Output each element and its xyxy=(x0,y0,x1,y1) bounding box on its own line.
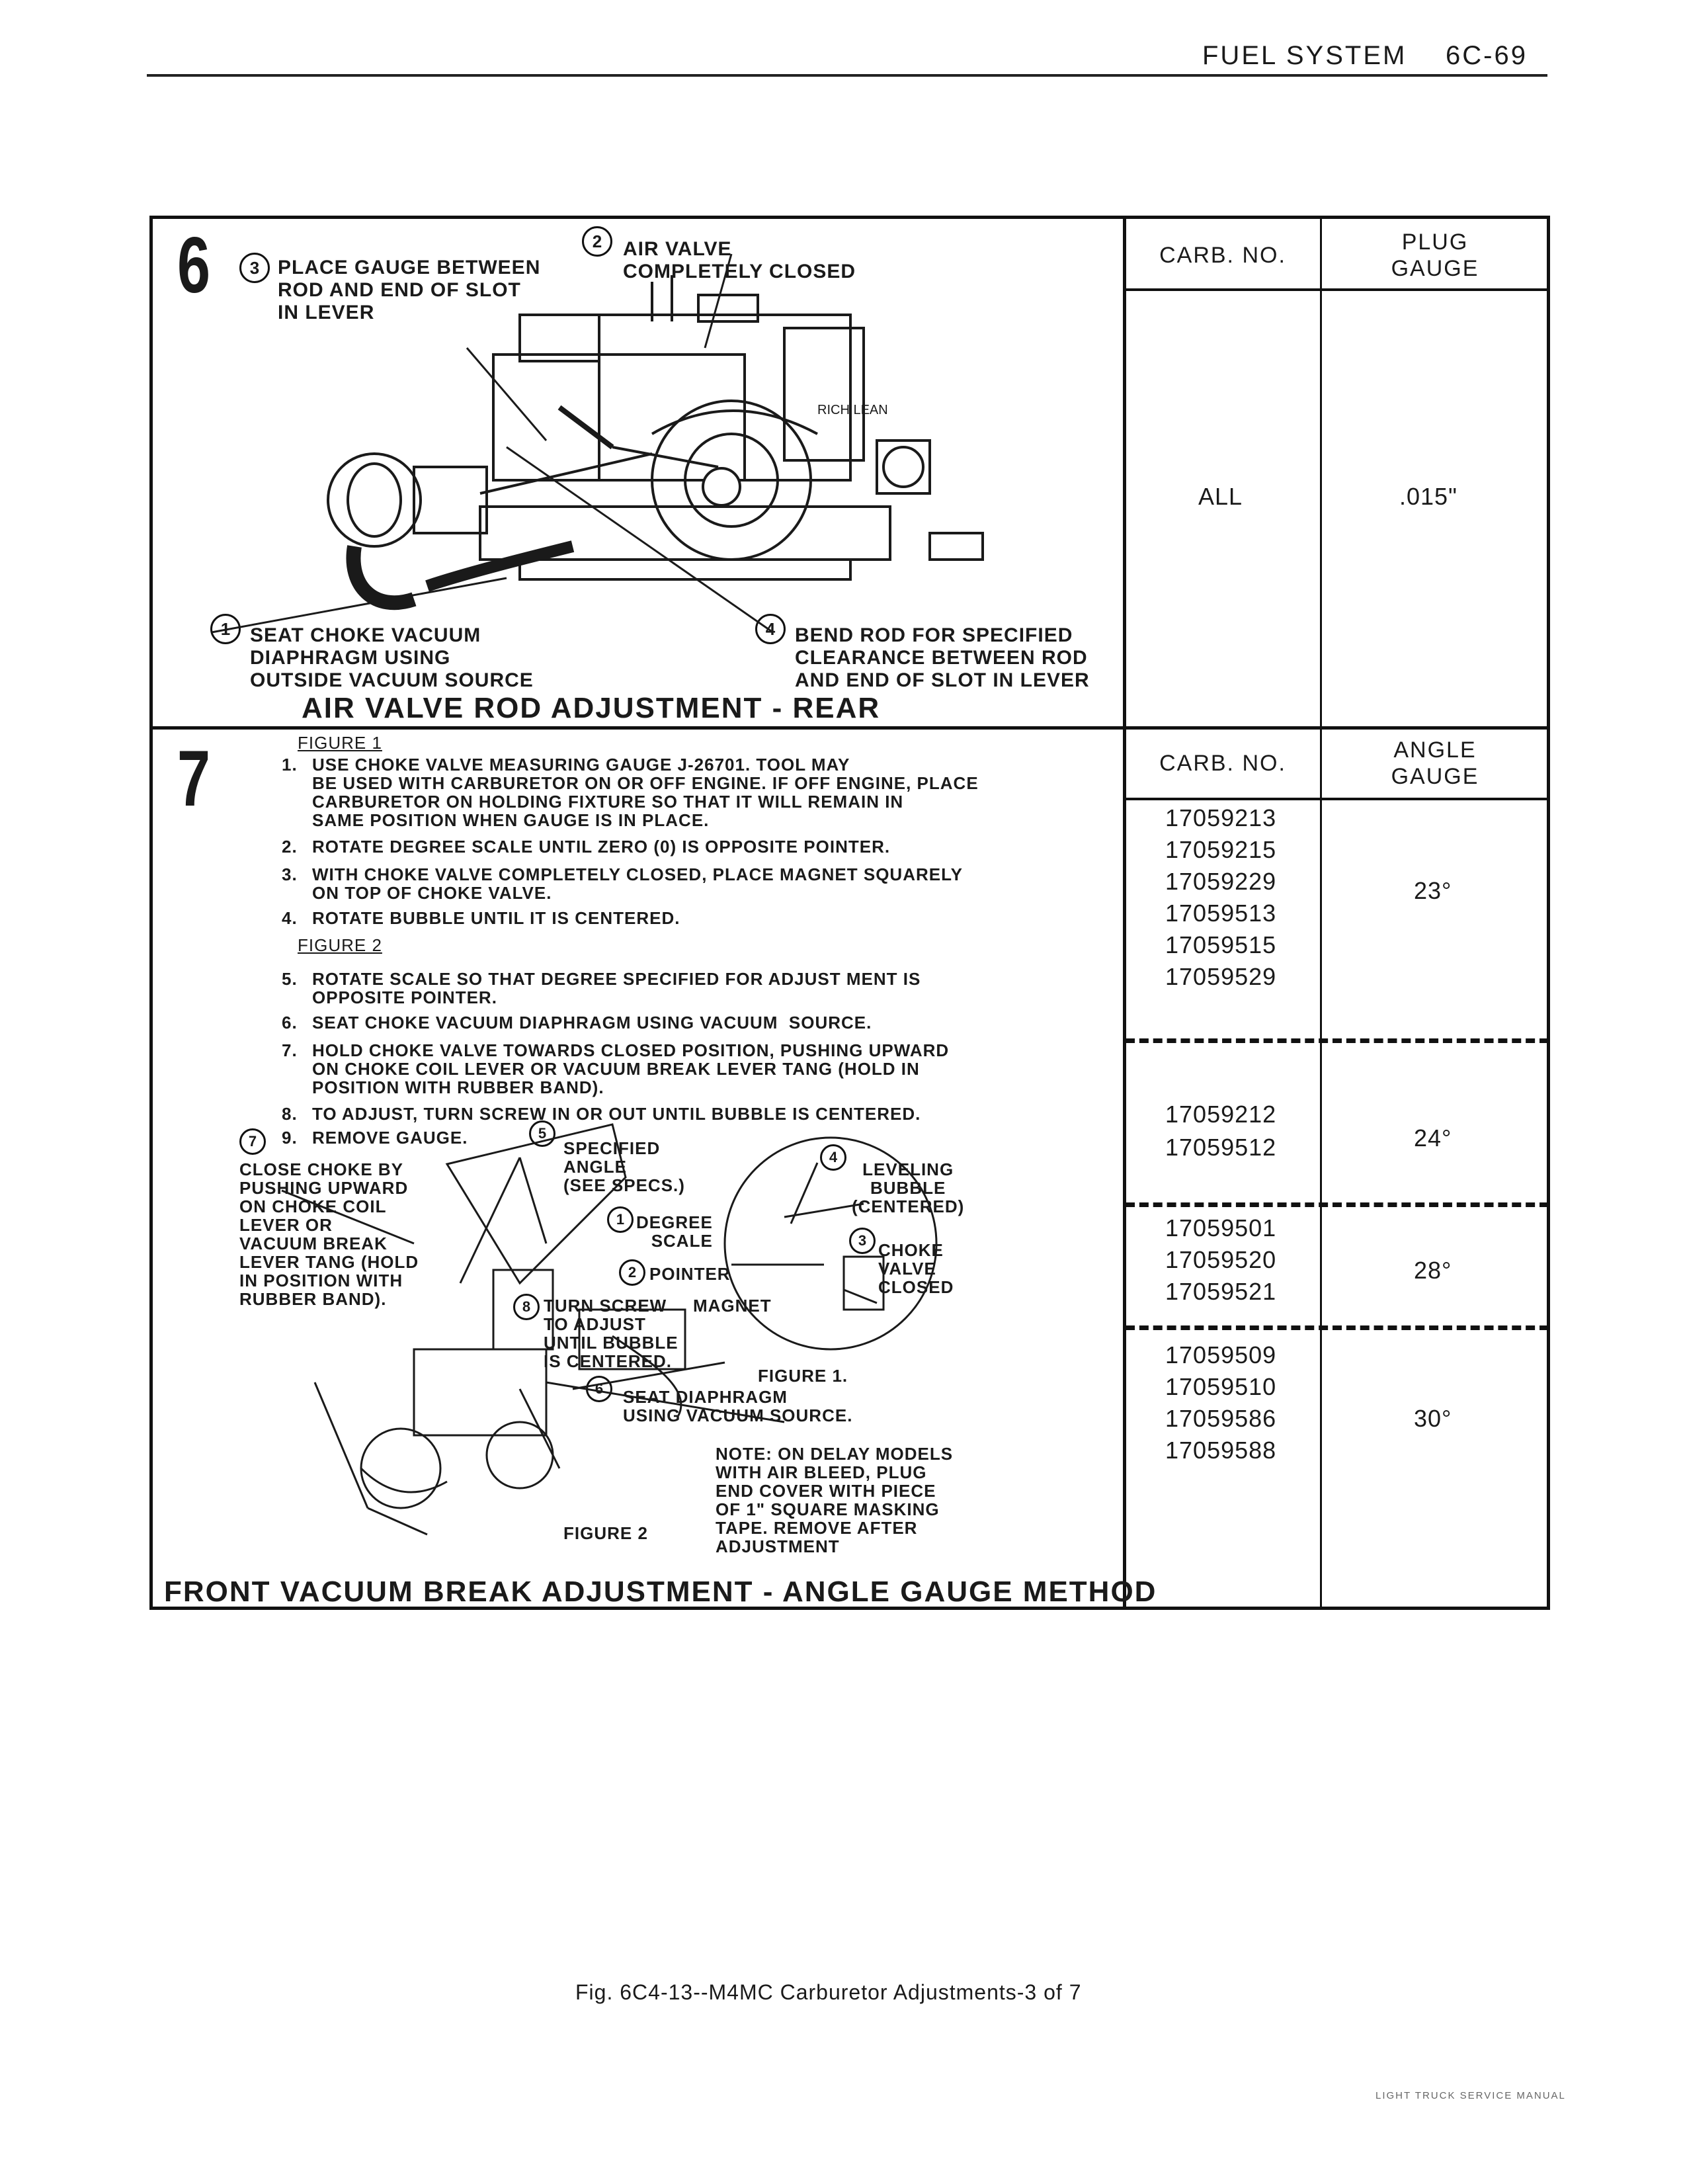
header-rule xyxy=(147,74,1547,77)
step-3-num: 3. xyxy=(282,864,298,884)
group-divider xyxy=(1126,1325,1549,1330)
step-4-num: 4. xyxy=(282,908,298,928)
carb-17059215: 17059215 xyxy=(1165,836,1277,863)
step-1-num: 1. xyxy=(282,755,298,775)
callout-1-text: SEAT CHOKE VACUUM DIAPHRAGM USING OUTSIDE VACUUM SOURCE xyxy=(250,624,534,691)
carb-17059521: 17059521 xyxy=(1165,1278,1277,1305)
table7-header-rule xyxy=(1123,798,1550,800)
callout-6-text: SEAT DIAPHRAGM USING VACUUM SOURCE. xyxy=(623,1387,853,1425)
angle-28: 28° xyxy=(1414,1257,1452,1284)
callout-3b-text: CHOKE VALVE CLOSED xyxy=(878,1240,954,1297)
table6-carb-all: ALL xyxy=(1198,483,1243,510)
callout-5: 5 xyxy=(529,1120,555,1147)
callout-1b: 1 xyxy=(607,1206,634,1233)
figure1-caption: FIGURE 1. xyxy=(758,1366,848,1386)
figure1-label: FIGURE 1 xyxy=(298,733,382,753)
callout-2-text: AIR VALVE COMPLETELY CLOSED xyxy=(623,238,856,282)
rich-lean-label: RICH LEAN xyxy=(817,403,888,417)
callout-4-text: BEND ROD FOR SPECIFIED CLEARANCE BETWEEN ROD AND END OF SLOT IN LEVER xyxy=(795,624,1090,691)
callout-4b-text: LEVELING BUBBLE (CENTERED) xyxy=(852,1159,965,1216)
carb-17059513: 17059513 xyxy=(1165,900,1277,927)
step-2-num: 2. xyxy=(282,837,298,857)
carb-17059509: 17059509 xyxy=(1165,1341,1277,1368)
figure2-label: FIGURE 2 xyxy=(298,935,382,955)
angle-gauge-illustration xyxy=(149,1111,1123,1568)
table6-header-rule xyxy=(1123,288,1550,291)
air-bleed-note: NOTE: ON DELAY MODELS WITH AIR BLEED, PLUG END COVER WITH PIECE OF 1" SQUARE MASKING TAPE. REMOVE AFTER ADJUSTMENT xyxy=(716,1444,954,1556)
carb-17059512: 17059512 xyxy=(1165,1134,1277,1161)
section-title: FUEL SYSTEM xyxy=(1202,41,1407,70)
panel7-title: FRONT VACUUM BREAK ADJUSTMENT - ANGLE GAUGE METHOD xyxy=(164,1575,1157,1608)
callout-5-text: SPECIFIED ANGLE (SEE SPECS.) xyxy=(563,1138,685,1195)
table-divider xyxy=(1123,216,1126,1610)
callout-2: 2 xyxy=(582,226,612,257)
table7-col-carb: CARB. NO. xyxy=(1159,751,1286,776)
callout-6: 6 xyxy=(586,1376,612,1402)
carb-17059510: 17059510 xyxy=(1165,1373,1277,1400)
group-divider xyxy=(1126,1038,1549,1043)
callout-3-text: PLACE GAUGE BETWEEN ROD AND END OF SLOT IN LEVER xyxy=(278,257,541,323)
magnet-label: MAGNET xyxy=(693,1296,772,1316)
step-6-num: 6. xyxy=(282,1013,298,1032)
carb-17059212: 17059212 xyxy=(1165,1101,1277,1128)
carb-17059588: 17059588 xyxy=(1165,1437,1277,1464)
step-1-text: USE CHOKE VALVE MEASURING GAUGE J-26701. TOOL MAY BE USED WITH CARBURETOR ON OR OFF ENGINE. IF OFF ENGINE, PLACE CARBURETOR ON HOLDING FIXTURE SO THAT IT WILL REMAIN IN SAME POSITION WHEN GAUGE IS IN PLACE. xyxy=(312,755,979,830)
callout-1: 1 xyxy=(210,614,241,644)
angle-30: 30° xyxy=(1414,1405,1452,1432)
callout-2b: 2 xyxy=(619,1259,645,1286)
callout-7-text: CLOSE CHOKE BY PUSHING UPWARD ON CHOKE COIL LEVER OR VACUUM BREAK LEVER TANG (HOLD IN POSITION WITH RUBBER BAND). xyxy=(239,1159,419,1309)
step-number-6: 6 xyxy=(177,221,211,310)
callout-4b: 4 xyxy=(820,1144,846,1171)
step-7-num: 7. xyxy=(282,1040,298,1060)
table6-col-gauge: PLUG GAUGE xyxy=(1391,230,1479,281)
carb-17059586: 17059586 xyxy=(1165,1405,1277,1432)
carburetor-illustration xyxy=(149,216,1123,726)
step-6-text: SEAT CHOKE VACUUM DIAPHRAGM USING VACUUM SOURCE. xyxy=(312,1013,872,1032)
callout-1b-text: DEGREE SCALE xyxy=(636,1212,713,1251)
step-4-text: ROTATE BUBBLE UNTIL IT IS CENTERED. xyxy=(312,908,680,928)
step-5-num: 5. xyxy=(282,969,298,989)
carb-17059529: 17059529 xyxy=(1165,963,1277,990)
step-8-text: TO ADJUST, TURN SCREW IN OR OUT UNTIL BUBBLE IS CENTERED. xyxy=(312,1104,921,1124)
callout-3: 3 xyxy=(239,253,270,283)
carb-17059515: 17059515 xyxy=(1165,931,1277,958)
carb-17059229: 17059229 xyxy=(1165,868,1277,895)
manual-footer: LIGHT TRUCK SERVICE MANUAL xyxy=(1375,2090,1566,2101)
carb-17059520: 17059520 xyxy=(1165,1246,1277,1273)
table6-col-carb: CARB. NO. xyxy=(1159,243,1286,268)
step-3-text: WITH CHOKE VALVE COMPLETELY CLOSED, PLACE MAGNET SQUARELY ON TOP OF CHOKE VALVE. xyxy=(312,864,963,903)
callout-8-text: TURN SCREW TO ADJUST UNTIL BUBBLE IS CENTERED. xyxy=(544,1296,678,1371)
group-divider xyxy=(1126,1202,1549,1207)
step-5-text: ROTATE SCALE SO THAT DEGREE SPECIFIED FOR ADJUST MENT IS OPPOSITE POINTER. xyxy=(312,969,921,1007)
step-2-text: ROTATE DEGREE SCALE UNTIL ZERO (0) IS OPPOSITE POINTER. xyxy=(312,837,891,857)
callout-3b: 3 xyxy=(849,1228,876,1254)
step-9-num: 9. xyxy=(282,1128,298,1148)
page-number: 6C-69 xyxy=(1446,41,1528,70)
figure-caption: Fig. 6C4-13--M4MC Carburetor Adjustments-3 of 7 xyxy=(575,1980,1082,2004)
figure2-caption: FIGURE 2 xyxy=(563,1523,648,1543)
panel6-title: AIR VALVE ROD ADJUSTMENT - REAR xyxy=(302,692,881,724)
angle-24: 24° xyxy=(1414,1124,1452,1152)
table-col-divider xyxy=(1320,216,1322,1610)
step-7-text: HOLD CHOKE VALVE TOWARDS CLOSED POSITION, PUSHING UPWARD ON CHOKE COIL LEVER OR VACUUM BREAK LEVER TANG (HOLD IN POSITION WITH RUBBER BAND). xyxy=(312,1040,950,1097)
callout-4: 4 xyxy=(755,614,786,644)
carb-17059213: 17059213 xyxy=(1165,804,1277,831)
step-8-num: 8. xyxy=(282,1104,298,1124)
table7-col-angle: ANGLE GAUGE xyxy=(1391,737,1479,789)
table6-plug-gauge: .015" xyxy=(1399,483,1457,510)
carb-17059501: 17059501 xyxy=(1165,1214,1277,1241)
panel-divider xyxy=(149,726,1550,730)
callout-8: 8 xyxy=(513,1294,540,1320)
step-9-text: REMOVE GAUGE. xyxy=(312,1128,468,1148)
angle-23: 23° xyxy=(1414,877,1452,904)
callout-2b-text: POINTER xyxy=(649,1264,731,1284)
step-number-7: 7 xyxy=(177,734,211,823)
callout-7: 7 xyxy=(239,1128,266,1155)
